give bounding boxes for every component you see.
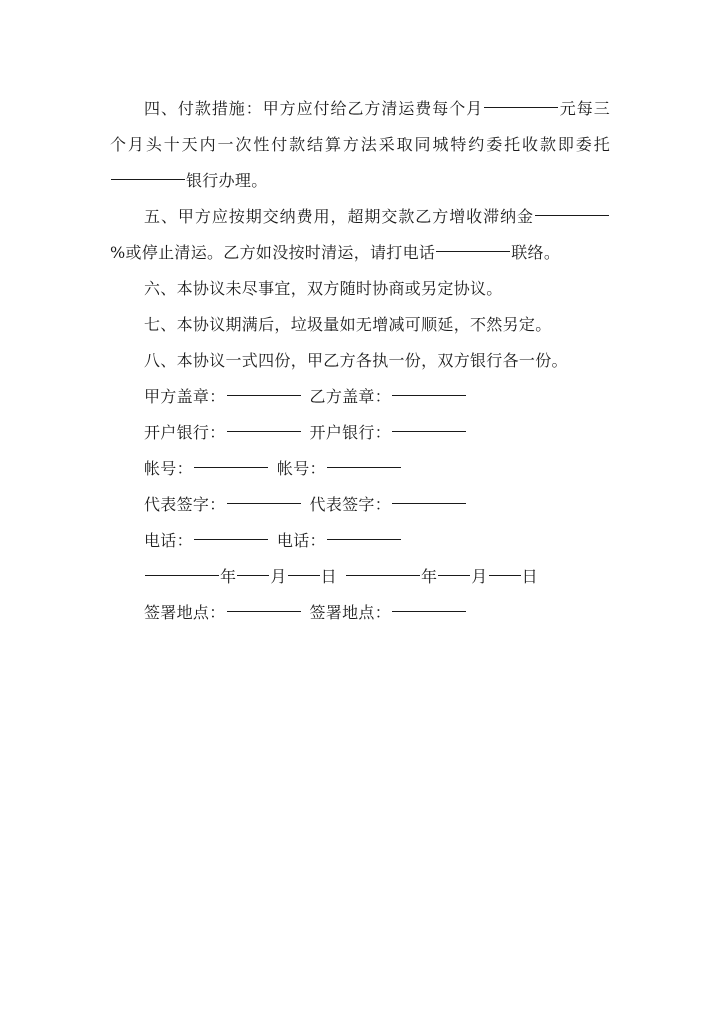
- year-label-b: 年: [420, 567, 438, 586]
- party-a-rep-blank[interactable]: [227, 502, 301, 504]
- party-a-rep-label: 代表签字：: [144, 495, 226, 514]
- blank-monthly-fee[interactable]: [484, 106, 558, 108]
- party-b-place-label: 签署地点：: [309, 603, 392, 622]
- blank-bank-name[interactable]: [111, 178, 185, 180]
- clause-copies: 八、本协议一式四份，甲乙方各执一份，双方银行各一份。: [144, 351, 568, 370]
- party-a-bank-label: 开户银行：: [144, 423, 226, 442]
- clause-renewal: 七、本协议期满后，垃圾量如无增减可顺延，不然另定。: [144, 315, 552, 334]
- party-b-bank-label: 开户银行：: [309, 423, 392, 442]
- party-a-day-blank[interactable]: [288, 574, 320, 576]
- clause-unresolved: 六、本协议未尽事宜，双方随时协商或另定协议。: [144, 279, 503, 298]
- party-a-account-label: 帐号：: [144, 459, 193, 478]
- party-b-seal-label: 乙方盖章：: [309, 387, 392, 406]
- clause-payment-text-2: 元每三个月头十天内一次性付款结算方法采取同城特约委托收款即委托: [110, 99, 610, 154]
- party-a-place-blank[interactable]: [227, 610, 301, 612]
- party-a-phone-label: 电话：: [144, 531, 193, 550]
- clause-fees: [110, 199, 610, 271]
- day-label-a: 日: [320, 567, 337, 586]
- clause-payment-text-1: 四、付款措施：甲方应付给乙方清运费每个月: [144, 99, 484, 118]
- blank-phone-number[interactable]: [436, 250, 510, 252]
- bank-row: [110, 415, 610, 451]
- party-b-year-blank[interactable]: [346, 574, 420, 576]
- party-a-seal-label: 甲方盖章：: [144, 387, 226, 406]
- seal-row: [110, 379, 610, 415]
- party-b-day-blank[interactable]: [489, 574, 521, 576]
- clause-fees-text-1: 五、甲方应按期交纳费用，超期交款乙方增收滞纳金: [144, 207, 534, 226]
- party-b-phone-label: 电话：: [276, 531, 326, 550]
- date-row: [110, 559, 610, 595]
- party-a-bank-blank[interactable]: [227, 430, 301, 432]
- blank-late-fee-rate[interactable]: [535, 214, 609, 216]
- year-label-a: 年: [220, 567, 237, 586]
- party-b-account-blank[interactable]: [327, 466, 401, 468]
- clause-payment: [110, 91, 610, 199]
- clause-fees-text-3: 联络。: [511, 243, 561, 262]
- party-a-account-blank[interactable]: [194, 466, 268, 468]
- party-b-phone-blank[interactable]: [327, 538, 401, 540]
- phone-row: [110, 523, 610, 559]
- month-label-b: 月: [471, 567, 488, 586]
- party-a-month-blank[interactable]: [237, 574, 269, 576]
- party-b-month-blank[interactable]: [438, 574, 470, 576]
- day-label-b: 日: [521, 567, 538, 586]
- party-b-bank-blank[interactable]: [392, 430, 466, 432]
- party-b-seal-blank[interactable]: [392, 394, 466, 396]
- party-a-seal-blank[interactable]: [227, 394, 301, 396]
- party-b-rep-blank[interactable]: [392, 502, 466, 504]
- party-b-rep-label: 代表签字：: [309, 495, 392, 514]
- representative-row: [110, 487, 610, 523]
- party-a-phone-blank[interactable]: [194, 538, 268, 540]
- clause-fees-text-2: %或停止清运。乙方如没按时清运，请打电话: [110, 243, 436, 262]
- clause-payment-text-3: 银行办理。: [186, 171, 268, 190]
- signing-place-row: [110, 595, 610, 631]
- party-a-place-label: 签署地点：: [144, 603, 226, 622]
- party-a-year-blank[interactable]: [145, 574, 219, 576]
- month-label-a: 月: [270, 567, 287, 586]
- party-b-place-blank[interactable]: [392, 610, 466, 612]
- party-b-account-label: 帐号：: [276, 459, 326, 478]
- account-row: [110, 451, 610, 487]
- agreement-body: [110, 91, 610, 631]
